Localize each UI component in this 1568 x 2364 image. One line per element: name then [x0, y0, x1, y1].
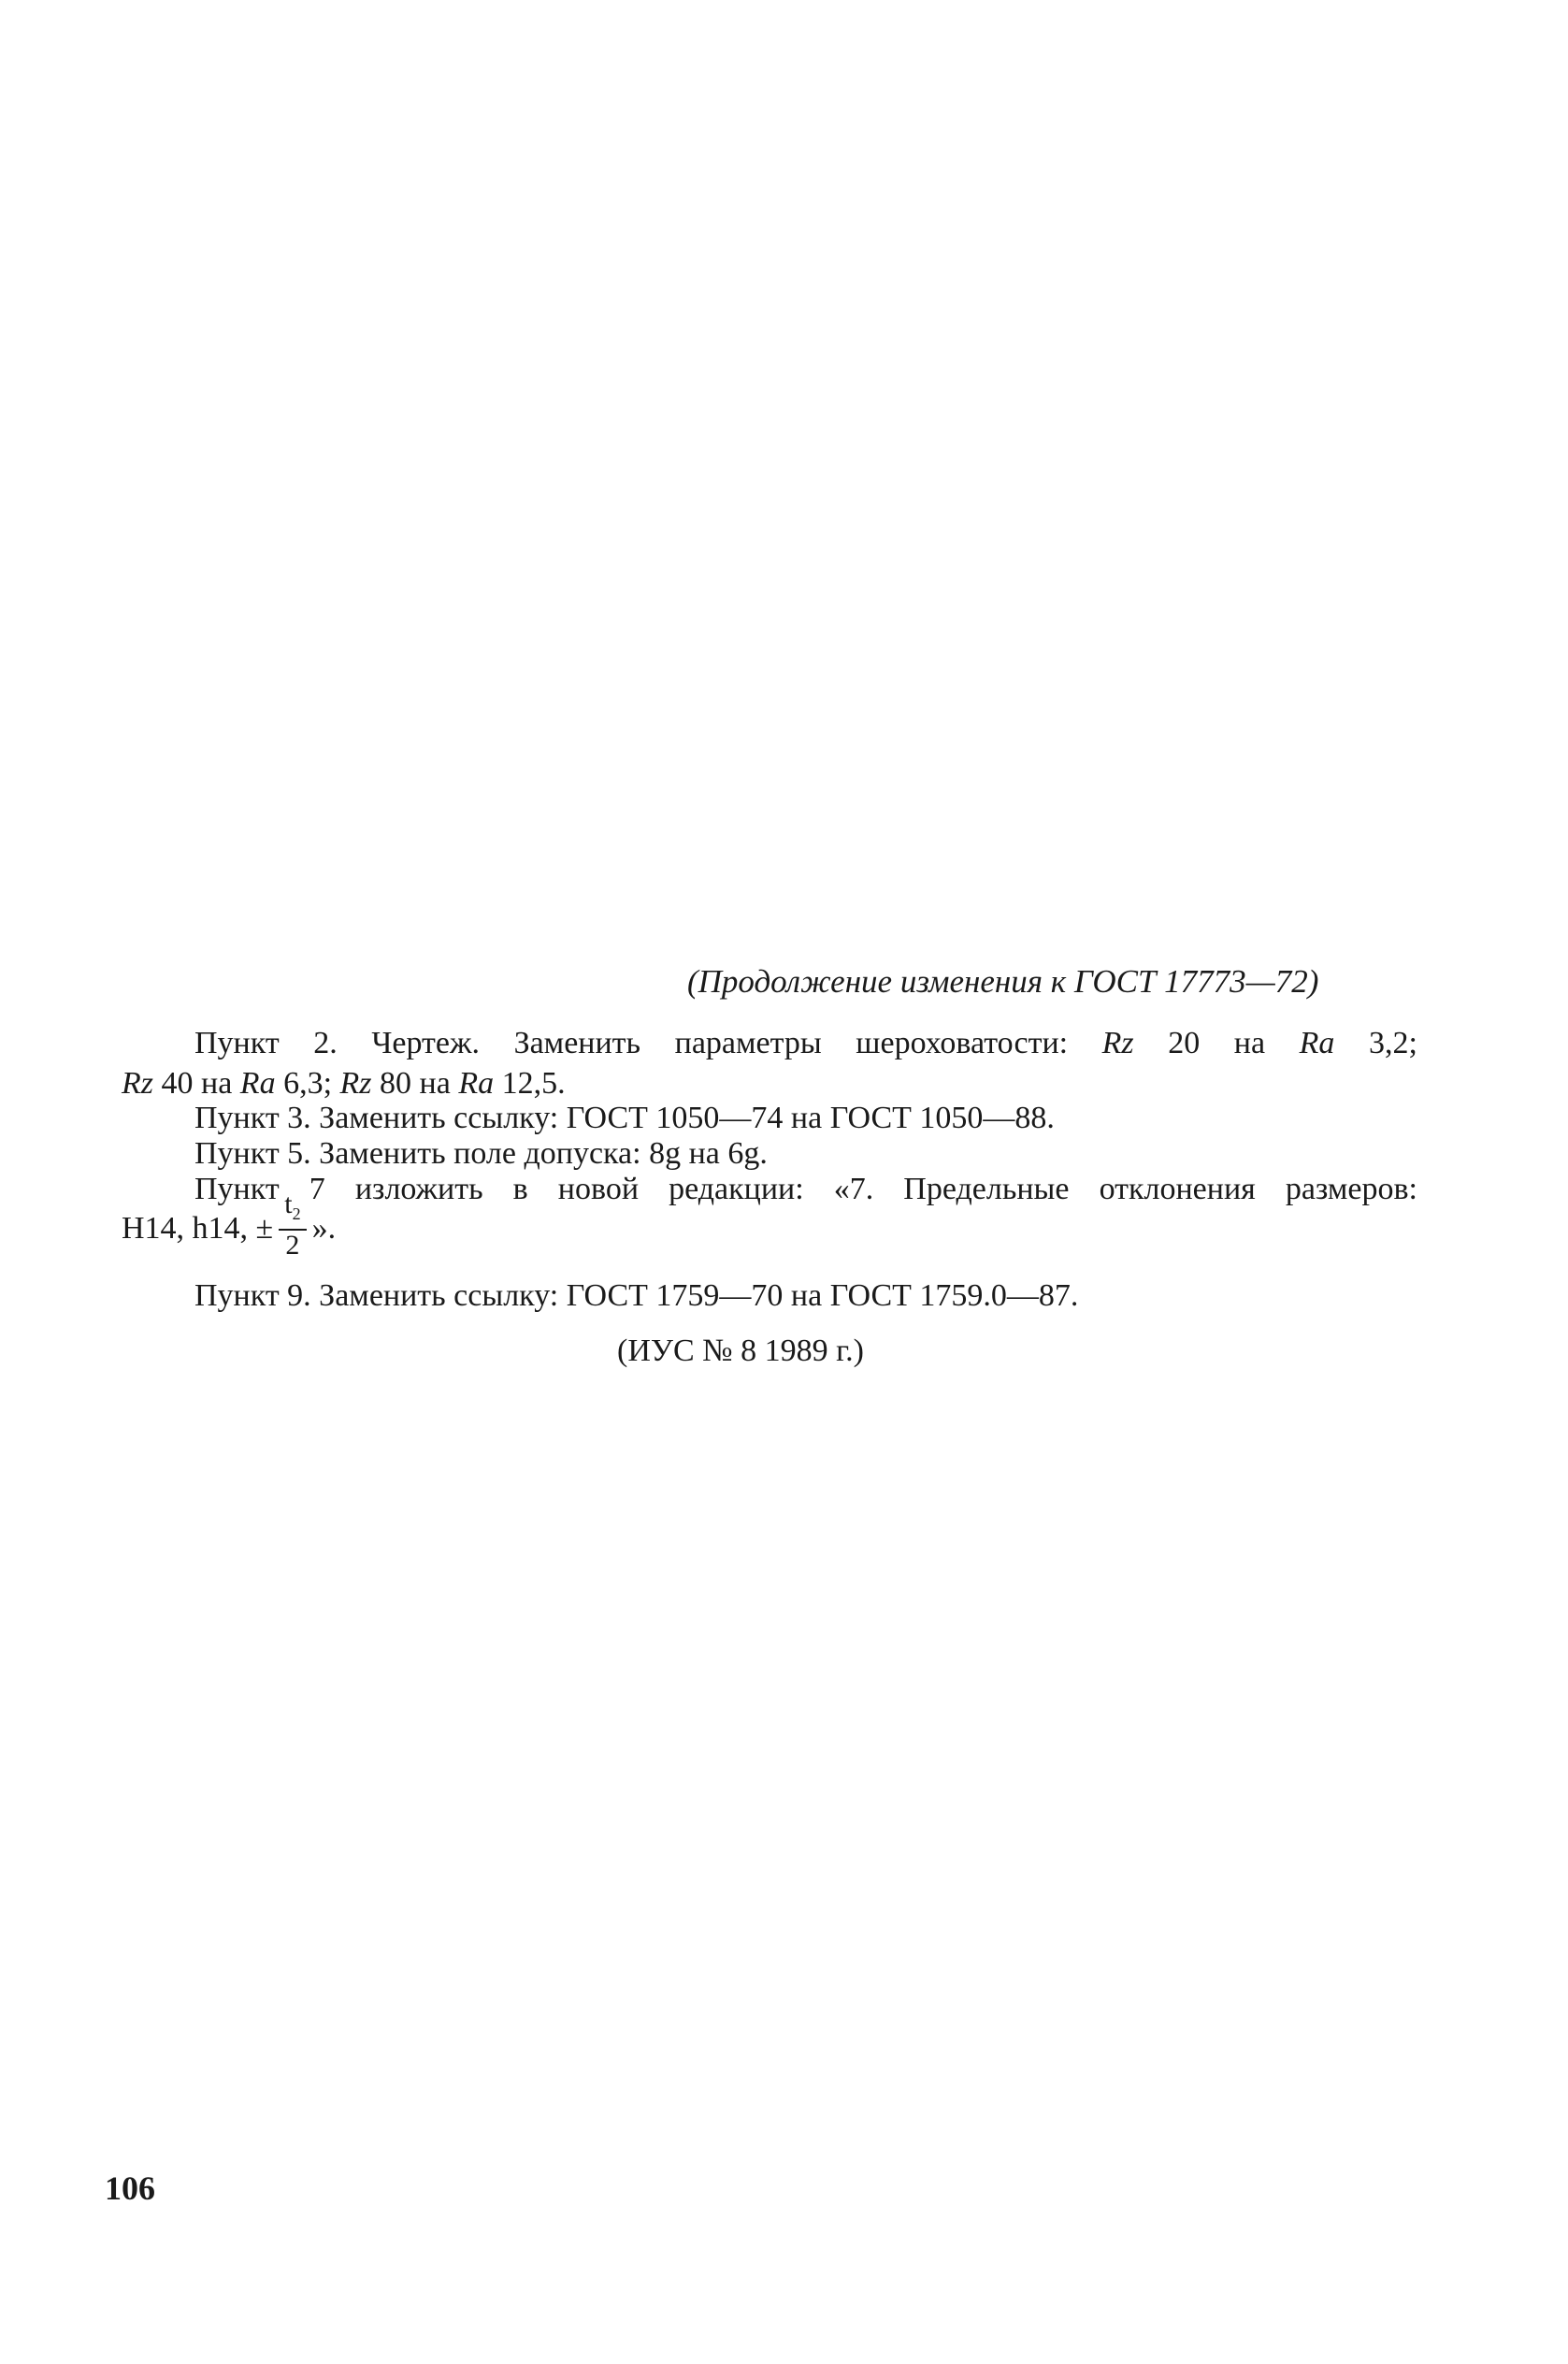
roughness-var: Ra: [239, 1066, 276, 1101]
word: в: [512, 1172, 528, 1206]
text-run: 12,5.: [494, 1066, 566, 1101]
word: Предельные: [903, 1172, 1070, 1206]
paragraph-2-line-2: [122, 1065, 566, 1103]
word: шероховатости:: [856, 1026, 1069, 1060]
roughness-var: Rz: [122, 1066, 153, 1101]
word: редакции:: [669, 1172, 804, 1206]
word: Пункт: [194, 1172, 280, 1206]
text-run: 40 на: [153, 1066, 240, 1101]
word: Пункт: [194, 1026, 280, 1060]
paragraph-2-line-1: [194, 1025, 1417, 1062]
word: 3,2;: [1368, 1026, 1417, 1060]
source-reference: (ИУС № 8 1989 г.): [617, 1333, 864, 1368]
word: «7.: [833, 1172, 874, 1206]
word: отклонения: [1099, 1172, 1256, 1206]
word: 2.: [313, 1026, 338, 1060]
word-var: Rz: [1101, 1026, 1134, 1060]
word: новой: [557, 1172, 640, 1206]
word: 20: [1168, 1026, 1201, 1060]
paragraph-7-line-2: [122, 1191, 336, 1266]
fraction: [279, 1189, 306, 1261]
paragraph-5: Пункт 5. Заменить поле допуска: 8g на 6g.: [194, 1136, 768, 1171]
word: на: [1233, 1026, 1266, 1060]
continuation-heading: (Продолжение изменения к ГОСТ 17773—72): [687, 963, 1319, 1000]
text-run: 6,3;: [275, 1066, 340, 1101]
fraction-denominator: 2: [285, 1230, 300, 1261]
numerator-subscript: 2: [292, 1204, 301, 1223]
text-run: 80 на: [371, 1066, 459, 1101]
fraction-numerator: [279, 1189, 306, 1231]
word: размеров:: [1285, 1172, 1417, 1206]
tolerance-suffix: ».: [311, 1211, 337, 1246]
paragraph-3: Пункт 3. Заменить ссылку: ГОСТ 1050—74 на ГОСТ 1050—88.: [194, 1101, 1055, 1135]
numerator-symbol: t: [284, 1189, 293, 1219]
word: параметры: [674, 1026, 822, 1060]
paragraph-9: Пункт 9. Заменить ссылку: ГОСТ 1759—70 на ГОСТ 1759.0—87.: [194, 1278, 1079, 1313]
tolerance-prefix: H14, h14, ±: [122, 1211, 274, 1246]
word: 7: [309, 1172, 325, 1206]
word: изложить: [354, 1172, 483, 1206]
word-var: Ra: [1299, 1026, 1335, 1060]
page-number: 106: [105, 2169, 155, 2207]
word: Заменить: [513, 1026, 641, 1060]
roughness-var: Rz: [339, 1066, 372, 1101]
word: Чертеж.: [371, 1026, 480, 1060]
paragraph-7-line-1: [194, 1171, 1417, 1208]
roughness-var: Ra: [458, 1066, 495, 1101]
